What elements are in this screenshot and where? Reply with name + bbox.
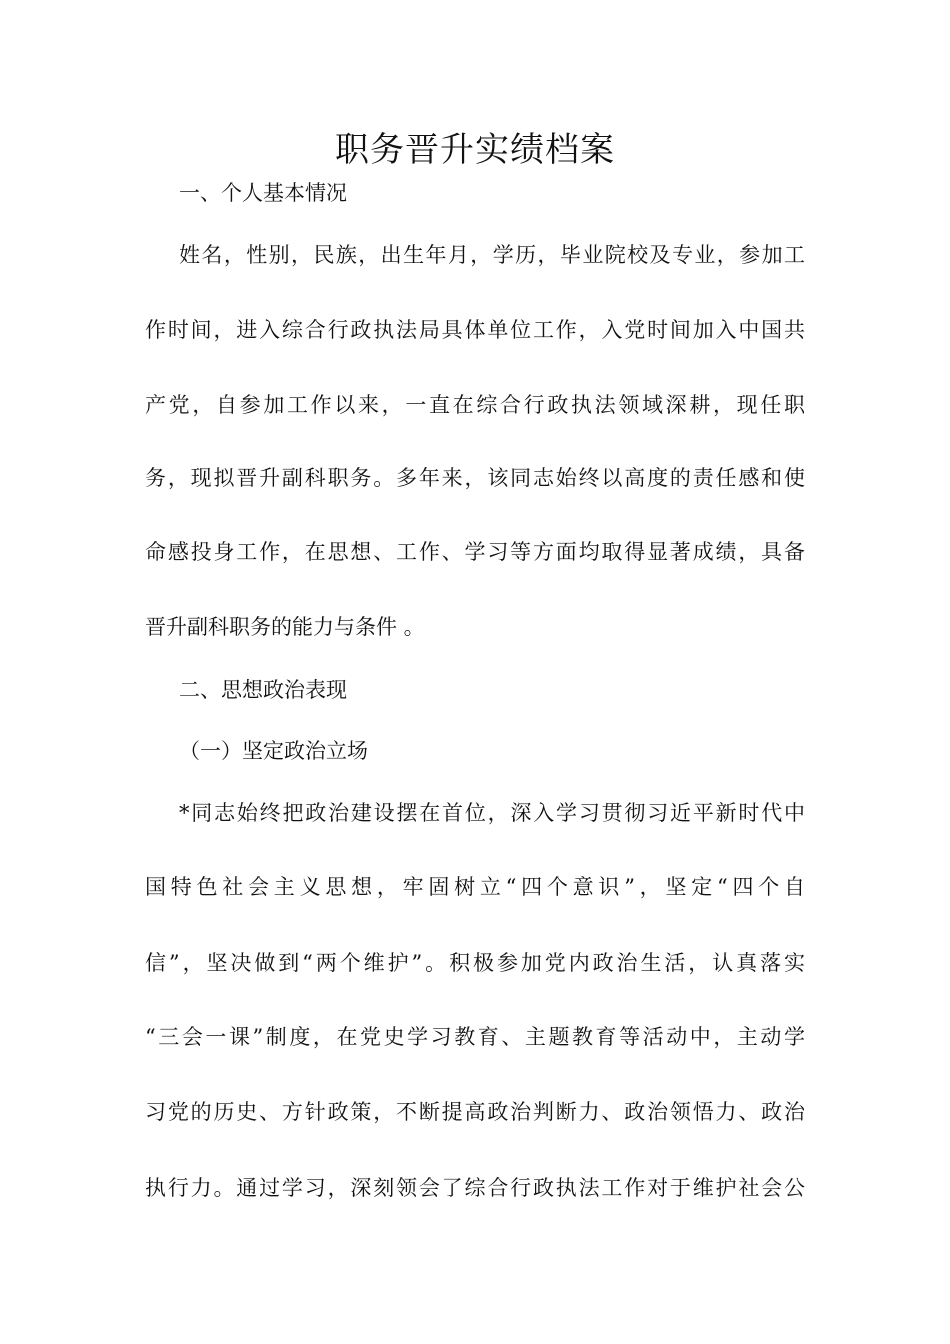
paragraph-line: 姓名，性别，民族，出生年月，学历，毕业院校及专业，参加工 [179, 243, 805, 267]
paragraph-line: 执行力。通过学习，深刻领会了综合行政执法工作对于维护社会公 [145, 1176, 805, 1200]
paragraph-line: 务，现拟晋升副科职务。多年来，该同志始终以高度的责任感和使 [145, 466, 805, 490]
paragraph-line: *同志始终把政治建设摆在首位，深入学习贯彻习近平新时代中 [179, 801, 805, 825]
paragraph-line: “三会一课”制度，在党史学习教育、主题教育等活动中，主动学 [145, 1025, 805, 1049]
document-title: 职务晋升实绩档案 [335, 130, 615, 170]
section-heading: 二、思想政治表现 [179, 678, 347, 702]
paragraph-line: 晋升副科职务的能力与条件 。 [145, 615, 425, 639]
paragraph-line: 国特色社会主义思想，牢固树立“四个意识”，坚定“四个自 [145, 875, 805, 899]
paragraph-line: 信”，坚决做到“两个维护”。积极参加党内政治生活，认真落实 [145, 951, 805, 975]
paragraph-line: 作时间，进入综合行政执法局具体单位工作，入党时间加入中国共 [145, 318, 805, 342]
paragraph-line: 产党，自参加工作以来，一直在综合行政执法领域深耕，现任职 [145, 393, 805, 417]
section-heading: 一、个人基本情况 [179, 181, 347, 205]
paragraph-line: 习党的历史、方针政策，不断提高政治判断力、政治领悟力、政治 [145, 1100, 805, 1124]
paragraph-line: 命感投身工作，在思想、工作、学习等方面均取得显著成绩，具备 [145, 540, 805, 564]
subsection-heading: （一）坚定政治立场 [179, 739, 368, 763]
